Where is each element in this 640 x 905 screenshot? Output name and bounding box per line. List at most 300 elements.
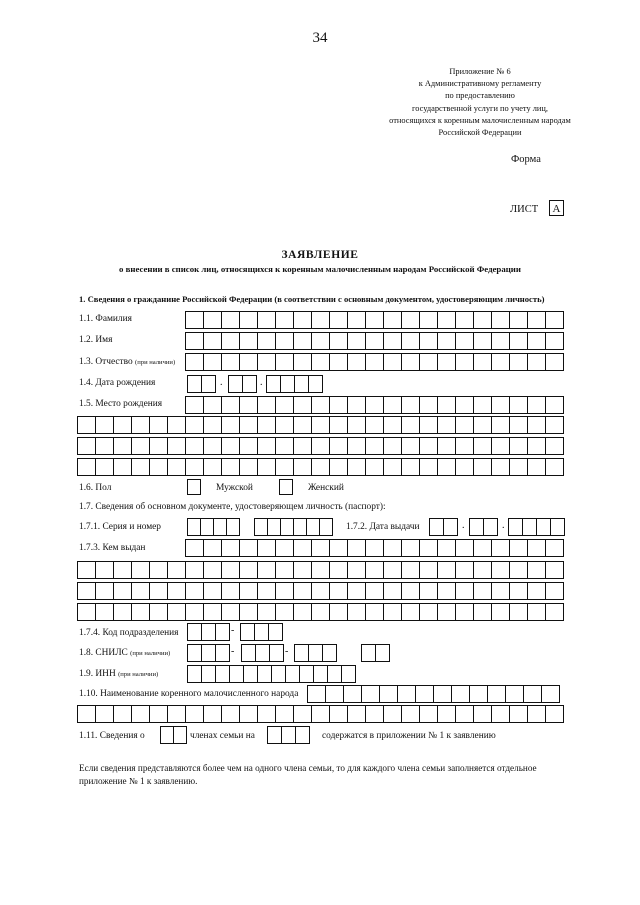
character-cell[interactable] [201,375,216,393]
character-cell[interactable] [509,396,528,414]
character-cell[interactable] [383,416,402,434]
character-cell[interactable] [419,705,438,723]
character-cell[interactable] [257,561,276,579]
character-cell[interactable] [365,603,384,621]
character-cell[interactable] [527,539,546,557]
character-cell[interactable] [365,416,384,434]
character-cell[interactable] [419,353,438,371]
character-cell[interactable] [433,685,452,703]
character-cell[interactable] [275,311,294,329]
character-cell[interactable] [383,539,402,557]
birth-year-field[interactable] [266,375,322,393]
character-cell[interactable] [307,685,326,703]
character-cell[interactable] [229,665,244,683]
character-cell[interactable] [294,644,309,662]
character-cell[interactable] [383,311,402,329]
character-cell[interactable] [311,416,330,434]
character-cell[interactable] [419,311,438,329]
character-cell[interactable] [215,623,230,641]
character-cell[interactable] [239,437,258,455]
character-cell[interactable] [185,332,204,350]
character-cell[interactable] [203,539,222,557]
character-cell[interactable] [221,332,240,350]
character-cell[interactable] [203,332,222,350]
character-cell[interactable] [491,539,510,557]
character-cell[interactable] [311,311,330,329]
character-cell[interactable] [201,665,216,683]
character-cell[interactable] [401,603,420,621]
snils-part-3[interactable] [294,644,336,662]
character-cell[interactable] [401,705,420,723]
character-cell[interactable] [401,539,420,557]
character-cell[interactable] [491,332,510,350]
character-cell[interactable] [545,416,564,434]
character-cell[interactable] [95,582,114,600]
character-cell[interactable] [401,332,420,350]
character-cell[interactable] [341,665,356,683]
character-cell[interactable] [77,458,96,476]
snils-checksum[interactable] [361,644,389,662]
character-cell[interactable] [509,582,528,600]
character-cell[interactable] [509,416,528,434]
character-cell[interactable] [455,603,474,621]
character-cell[interactable] [308,644,323,662]
indigenous-people-field[interactable] [307,685,559,703]
character-cell[interactable] [173,726,187,744]
character-cell[interactable] [545,561,564,579]
character-cell[interactable] [149,705,168,723]
character-cell[interactable] [473,458,492,476]
character-cell[interactable] [545,437,564,455]
character-cell[interactable] [95,561,114,579]
character-cell[interactable] [319,518,333,536]
character-cell[interactable] [437,416,456,434]
character-cell[interactable] [311,539,330,557]
character-cell[interactable] [149,603,168,621]
character-cell[interactable] [95,705,114,723]
character-cell[interactable] [455,311,474,329]
indigenous-people-line[interactable] [77,705,563,723]
character-cell[interactable] [280,518,294,536]
birth-place-line[interactable] [77,458,563,476]
character-cell[interactable] [347,332,366,350]
character-cell[interactable] [257,705,276,723]
character-cell[interactable] [187,375,202,393]
character-cell[interactable] [473,603,492,621]
character-cell[interactable] [221,396,240,414]
character-cell[interactable] [509,539,528,557]
character-cell[interactable] [280,375,295,393]
character-cell[interactable] [343,685,362,703]
character-cell[interactable] [160,726,174,744]
character-cell[interactable] [203,416,222,434]
character-cell[interactable] [131,561,150,579]
division-code-part-1[interactable] [187,623,229,641]
character-cell[interactable] [455,705,474,723]
character-cell[interactable] [113,437,132,455]
character-cell[interactable] [167,582,186,600]
character-cell[interactable] [257,416,276,434]
character-cell[interactable] [329,705,348,723]
family-members-count-field[interactable] [160,726,186,744]
character-cell[interactable] [131,705,150,723]
patronymic-field[interactable] [185,353,563,371]
character-cell[interactable] [185,539,204,557]
character-cell[interactable] [311,353,330,371]
character-cell[interactable] [550,518,565,536]
character-cell[interactable] [365,396,384,414]
character-cell[interactable] [149,458,168,476]
character-cell[interactable] [401,311,420,329]
character-cell[interactable] [491,353,510,371]
character-cell[interactable] [266,375,281,393]
character-cell[interactable] [167,561,186,579]
character-cell[interactable] [239,416,258,434]
character-cell[interactable] [113,705,132,723]
character-cell[interactable] [487,685,506,703]
character-cell[interactable] [491,458,510,476]
character-cell[interactable] [267,518,281,536]
character-cell[interactable] [271,665,286,683]
character-cell[interactable] [437,458,456,476]
character-cell[interactable] [401,353,420,371]
character-cell[interactable] [455,582,474,600]
character-cell[interactable] [293,705,312,723]
character-cell[interactable] [275,582,294,600]
character-cell[interactable] [203,582,222,600]
character-cell[interactable] [257,437,276,455]
character-cell[interactable] [257,665,272,683]
character-cell[interactable] [167,705,186,723]
character-cell[interactable] [257,582,276,600]
birth-place-line[interactable] [77,437,563,455]
character-cell[interactable] [203,396,222,414]
character-cell[interactable] [113,416,132,434]
character-cell[interactable] [383,705,402,723]
character-cell[interactable] [527,458,546,476]
character-cell[interactable] [149,416,168,434]
character-cell[interactable] [347,353,366,371]
birth-day-field[interactable] [187,375,215,393]
character-cell[interactable] [240,623,255,641]
character-cell[interactable] [293,332,312,350]
character-cell[interactable] [221,539,240,557]
character-cell[interactable] [419,416,438,434]
character-cell[interactable] [419,332,438,350]
character-cell[interactable] [275,332,294,350]
character-cell[interactable] [113,561,132,579]
character-cell[interactable] [113,458,132,476]
birth-place-field[interactable] [185,396,563,414]
character-cell[interactable] [293,458,312,476]
character-cell[interactable] [185,353,204,371]
character-cell[interactable] [347,311,366,329]
character-cell[interactable] [329,582,348,600]
character-cell[interactable] [527,332,546,350]
character-cell[interactable] [491,603,510,621]
character-cell[interactable] [329,603,348,621]
character-cell[interactable] [187,644,202,662]
doc-issued-by-line[interactable] [77,582,563,600]
character-cell[interactable] [473,396,492,414]
snils-part-2[interactable] [241,644,283,662]
character-cell[interactable] [329,353,348,371]
character-cell[interactable] [437,396,456,414]
character-cell[interactable] [185,582,204,600]
character-cell[interactable] [239,353,258,371]
inn-field[interactable] [187,665,355,683]
character-cell[interactable] [311,437,330,455]
character-cell[interactable] [545,582,564,600]
character-cell[interactable] [241,644,256,662]
character-cell[interactable] [221,416,240,434]
doc-issue-month-field[interactable] [469,518,497,536]
character-cell[interactable] [383,437,402,455]
character-cell[interactable] [275,437,294,455]
character-cell[interactable] [257,311,276,329]
sex-female-checkbox[interactable] [279,479,293,495]
character-cell[interactable] [473,353,492,371]
character-cell[interactable] [509,437,528,455]
character-cell[interactable] [268,623,283,641]
division-code-part-2[interactable] [240,623,282,641]
character-cell[interactable] [254,623,269,641]
doc-number-field[interactable] [254,518,332,536]
character-cell[interactable] [77,705,96,723]
character-cell[interactable] [429,518,444,536]
character-cell[interactable] [131,582,150,600]
character-cell[interactable] [455,458,474,476]
character-cell[interactable] [239,561,258,579]
character-cell[interactable] [401,458,420,476]
character-cell[interactable] [185,458,204,476]
character-cell[interactable] [509,311,528,329]
character-cell[interactable] [401,416,420,434]
character-cell[interactable] [203,437,222,455]
character-cell[interactable] [347,396,366,414]
character-cell[interactable] [347,437,366,455]
character-cell[interactable] [545,705,564,723]
character-cell[interactable] [437,311,456,329]
character-cell[interactable] [149,437,168,455]
character-cell[interactable] [311,458,330,476]
character-cell[interactable] [275,353,294,371]
character-cell[interactable] [221,311,240,329]
character-cell[interactable] [203,705,222,723]
character-cell[interactable] [401,437,420,455]
sex-male-checkbox[interactable] [187,479,201,495]
character-cell[interactable] [308,375,323,393]
doc-issued-by-line[interactable] [77,561,563,579]
character-cell[interactable] [221,458,240,476]
character-cell[interactable] [437,582,456,600]
character-cell[interactable] [365,353,384,371]
character-cell[interactable] [294,375,309,393]
character-cell[interactable] [437,353,456,371]
character-cell[interactable] [221,582,240,600]
character-cell[interactable] [257,396,276,414]
character-cell[interactable] [347,539,366,557]
character-cell[interactable] [541,685,560,703]
character-cell[interactable] [311,603,330,621]
character-cell[interactable] [311,705,330,723]
character-cell[interactable] [257,603,276,621]
character-cell[interactable] [293,539,312,557]
character-cell[interactable] [509,603,528,621]
character-cell[interactable] [347,416,366,434]
character-cell[interactable] [281,726,296,744]
character-cell[interactable] [509,332,528,350]
character-cell[interactable] [242,375,257,393]
character-cell[interactable] [365,437,384,455]
character-cell[interactable] [221,437,240,455]
character-cell[interactable] [185,416,204,434]
character-cell[interactable] [491,705,510,723]
character-cell[interactable] [473,539,492,557]
character-cell[interactable] [293,582,312,600]
character-cell[interactable] [473,437,492,455]
character-cell[interactable] [505,685,524,703]
character-cell[interactable] [275,705,294,723]
character-cell[interactable] [437,332,456,350]
character-cell[interactable] [491,437,510,455]
character-cell[interactable] [293,353,312,371]
character-cell[interactable] [383,561,402,579]
surname-field[interactable] [185,311,563,329]
character-cell[interactable] [267,726,282,744]
character-cell[interactable] [419,582,438,600]
birth-place-line[interactable] [77,416,563,434]
character-cell[interactable] [299,665,314,683]
character-cell[interactable] [329,332,348,350]
character-cell[interactable] [221,603,240,621]
character-cell[interactable] [527,437,546,455]
character-cell[interactable] [527,396,546,414]
character-cell[interactable] [187,665,202,683]
character-cell[interactable] [275,458,294,476]
character-cell[interactable] [167,416,186,434]
character-cell[interactable] [509,458,528,476]
birth-month-field[interactable] [228,375,256,393]
character-cell[interactable] [95,437,114,455]
snils-part-1[interactable] [187,644,229,662]
character-cell[interactable] [185,396,204,414]
character-cell[interactable] [401,561,420,579]
character-cell[interactable] [293,311,312,329]
character-cell[interactable] [419,561,438,579]
character-cell[interactable] [293,603,312,621]
character-cell[interactable] [455,437,474,455]
character-cell[interactable] [306,518,320,536]
character-cell[interactable] [311,582,330,600]
name-field[interactable] [185,332,563,350]
character-cell[interactable] [322,644,337,662]
character-cell[interactable] [167,437,186,455]
character-cell[interactable] [275,539,294,557]
character-cell[interactable] [325,685,344,703]
character-cell[interactable] [365,311,384,329]
character-cell[interactable] [221,561,240,579]
character-cell[interactable] [95,416,114,434]
character-cell[interactable] [473,561,492,579]
character-cell[interactable] [329,561,348,579]
character-cell[interactable] [527,603,546,621]
character-cell[interactable] [293,437,312,455]
character-cell[interactable] [228,375,243,393]
character-cell[interactable] [311,561,330,579]
character-cell[interactable] [77,416,96,434]
character-cell[interactable] [491,561,510,579]
character-cell[interactable] [200,518,214,536]
character-cell[interactable] [419,396,438,414]
character-cell[interactable] [185,561,204,579]
character-cell[interactable] [437,603,456,621]
character-cell[interactable] [167,603,186,621]
character-cell[interactable] [329,416,348,434]
character-cell[interactable] [379,685,398,703]
character-cell[interactable] [365,561,384,579]
character-cell[interactable] [437,539,456,557]
character-cell[interactable] [203,458,222,476]
character-cell[interactable] [545,353,564,371]
character-cell[interactable] [397,685,416,703]
character-cell[interactable] [347,582,366,600]
character-cell[interactable] [545,603,564,621]
character-cell[interactable] [437,705,456,723]
character-cell[interactable] [257,353,276,371]
character-cell[interactable] [149,582,168,600]
character-cell[interactable] [187,623,202,641]
character-cell[interactable] [365,539,384,557]
character-cell[interactable] [113,603,132,621]
character-cell[interactable] [293,396,312,414]
character-cell[interactable] [275,396,294,414]
character-cell[interactable] [311,332,330,350]
character-cell[interactable] [327,665,342,683]
character-cell[interactable] [77,437,96,455]
character-cell[interactable] [131,437,150,455]
character-cell[interactable] [527,311,546,329]
character-cell[interactable] [185,437,204,455]
character-cell[interactable] [185,603,204,621]
character-cell[interactable] [215,665,230,683]
character-cell[interactable] [77,603,96,621]
doc-issued-by-field[interactable] [185,539,563,557]
character-cell[interactable] [508,518,523,536]
character-cell[interactable] [419,458,438,476]
character-cell[interactable] [201,644,216,662]
character-cell[interactable] [545,311,564,329]
character-cell[interactable] [203,561,222,579]
character-cell[interactable] [545,458,564,476]
character-cell[interactable] [239,705,258,723]
character-cell[interactable] [275,416,294,434]
character-cell[interactable] [383,332,402,350]
character-cell[interactable] [239,582,258,600]
character-cell[interactable] [243,665,258,683]
character-cell[interactable] [383,458,402,476]
character-cell[interactable] [329,539,348,557]
character-cell[interactable] [347,705,366,723]
character-cell[interactable] [473,332,492,350]
character-cell[interactable] [401,396,420,414]
character-cell[interactable] [221,705,240,723]
character-cell[interactable] [509,353,528,371]
character-cell[interactable] [347,561,366,579]
character-cell[interactable] [347,458,366,476]
character-cell[interactable] [95,458,114,476]
character-cell[interactable] [509,561,528,579]
